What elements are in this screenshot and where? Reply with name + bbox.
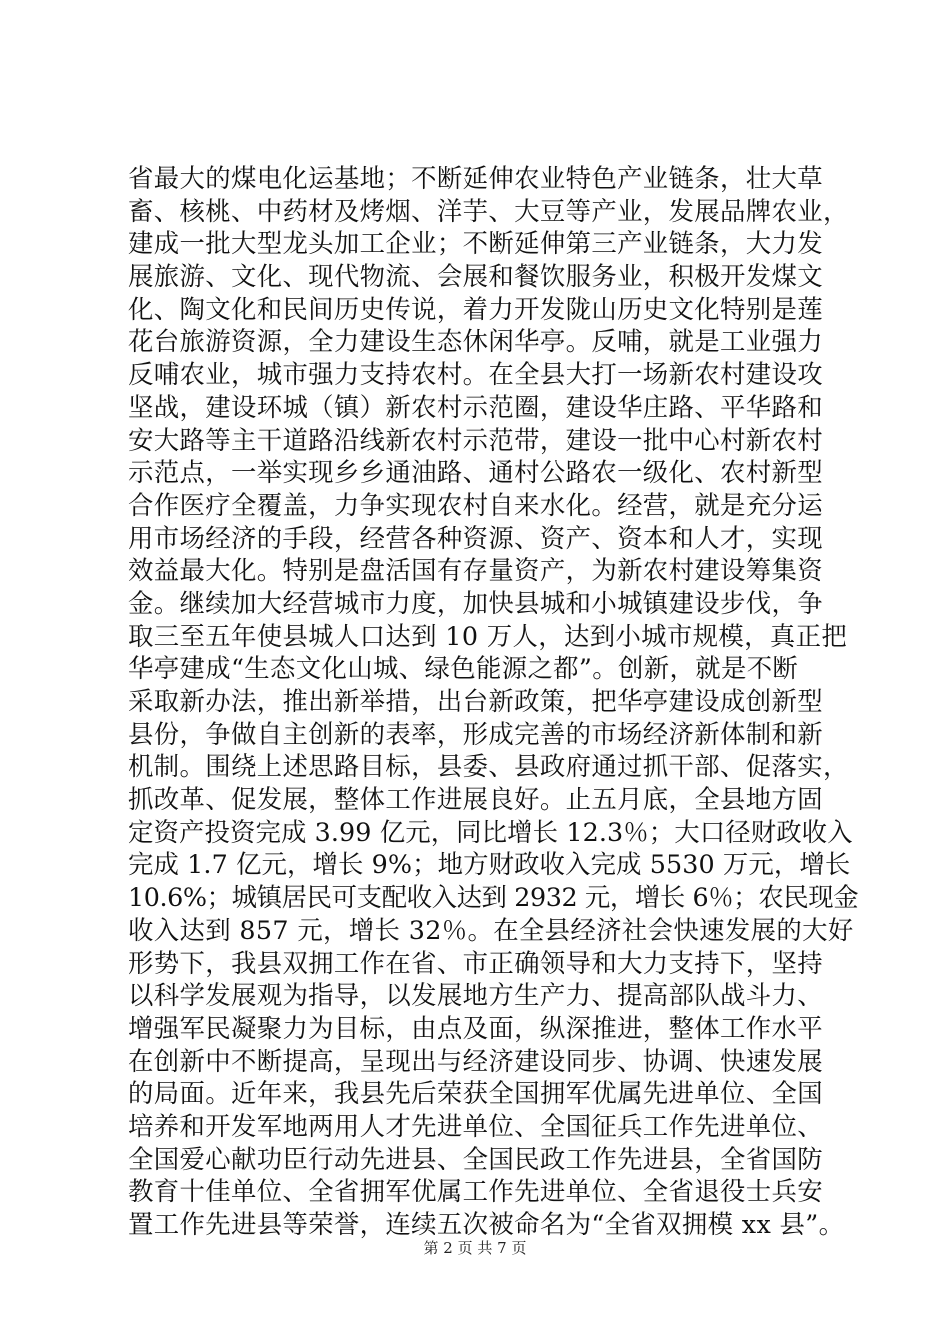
text-line: 全国爱心献功臣行动先进县、全国民政工作先进县，全省国防: [128, 1143, 823, 1174]
text-line: 合作医疗全覆盖，力争实现农村自来水化。经营，就是充分运: [128, 489, 823, 520]
text-line: 10.6%；城镇居民可支配收入达到 2932 元，增长 6％；农民现金: [128, 882, 859, 913]
text-line: 安大路等主干道路沿线新农村示范带，建设一批中心村新农村: [128, 424, 823, 455]
text-line: 华亭建成“生态文化山城、绿色能源之都”。创新，就是不断: [128, 653, 799, 684]
text-line: 畜、核桃、中药材及烤烟、洋芋、大豆等产业，发展品牌农业，: [128, 195, 849, 226]
text-line: 取三至五年使县城人口达到 10 万人，达到小城市规模，真正把: [128, 620, 848, 651]
text-line: 反哺农业，城市强力支持农村。在全县大打一场新农村建设攻: [128, 359, 823, 390]
text-line: 效益最大化。特别是盘活国有存量资产，为新农村建设筹集资: [128, 555, 823, 586]
text-line: 收入达到 857 元，增长 32％。在全县经济社会快速发展的大好: [128, 914, 854, 945]
text-line: 化、陶文化和民间历史传说，着力开发陇山历史文化特别是莲: [128, 293, 823, 324]
text-line: 教育十佳单位、全省拥军优属工作先进单位、全省退役士兵安: [128, 1176, 823, 1207]
text-line: 抓改革、促发展，整体工作进展良好。止五月底，全县地方固: [128, 784, 823, 815]
text-line: 以科学发展观为指导，以发展地方生产力、提高部队战斗力、: [128, 980, 823, 1011]
text-line: 置工作先进县等荣誉，连续五次被命名为“全省双拥模 xx 县”。: [128, 1209, 845, 1239]
text-line: 的局面。近年来，我县先后荣获全国拥军优属先进单位、全国: [128, 1078, 823, 1109]
text-line: 形势下，我县双拥工作在省、市正确领导和大力支持下，坚持: [128, 947, 823, 978]
text-line: 金。继续加大经营城市力度，加快县城和小城镇建设步伐，争: [128, 587, 823, 618]
text-line: 增强军民凝聚力为目标，由点及面，纵深推进，整体工作水平: [128, 1012, 823, 1043]
text-line: 培养和开发军地两用人才先进单位、全国征兵工作先进单位、: [128, 1110, 823, 1141]
text-line: 花台旅游资源，全力建设生态休闲华亭。反哺，就是工业强力: [128, 326, 823, 357]
text-line: 省最大的煤电化运基地；不断延伸农业特色产业链条，壮大草: [128, 163, 823, 193]
text-line: 机制。围绕上述思路目标，县委、县政府通过抓干部、促落实，: [128, 751, 849, 782]
text-line: 定资产投资完成 3.99 亿元，同比增长 12.3％；大口径财政收入: [128, 816, 853, 847]
page-number-footer: 第 2 页 共 7 页: [423, 1239, 527, 1257]
text-line: 示范点，一举实现乡乡通油路、通村公路农一级化、农村新型: [128, 457, 823, 488]
body-paragraph: [128, 162, 858, 1241]
text-line: 县份，争做自主创新的表率，形成完善的市场经济新体制和新: [128, 718, 823, 749]
text-line: 采取新办法，推出新举措，出台新政策，把华亭建设成创新型: [128, 686, 823, 716]
text-line: 展旅游、文化、现代物流、会展和餐饮服务业，积极开发煤文: [128, 261, 823, 292]
text-line: 完成 1.7 亿元，增长 9%；地方财政收入完成 5530 万元，增长: [128, 849, 851, 880]
text-line: 在创新中不断提高，呈现出与经济建设同步、协调、快速发展: [128, 1045, 823, 1076]
text-line: 用市场经济的手段，经营各种资源、资产、资本和人才，实现: [128, 522, 823, 553]
text-line: 坚战，建设环城（镇）新农村示范圈，建设华庄路、平华路和: [128, 391, 823, 422]
text-line: 建成一批大型龙头加工企业；不断延伸第三产业链条，大力发: [128, 228, 823, 259]
